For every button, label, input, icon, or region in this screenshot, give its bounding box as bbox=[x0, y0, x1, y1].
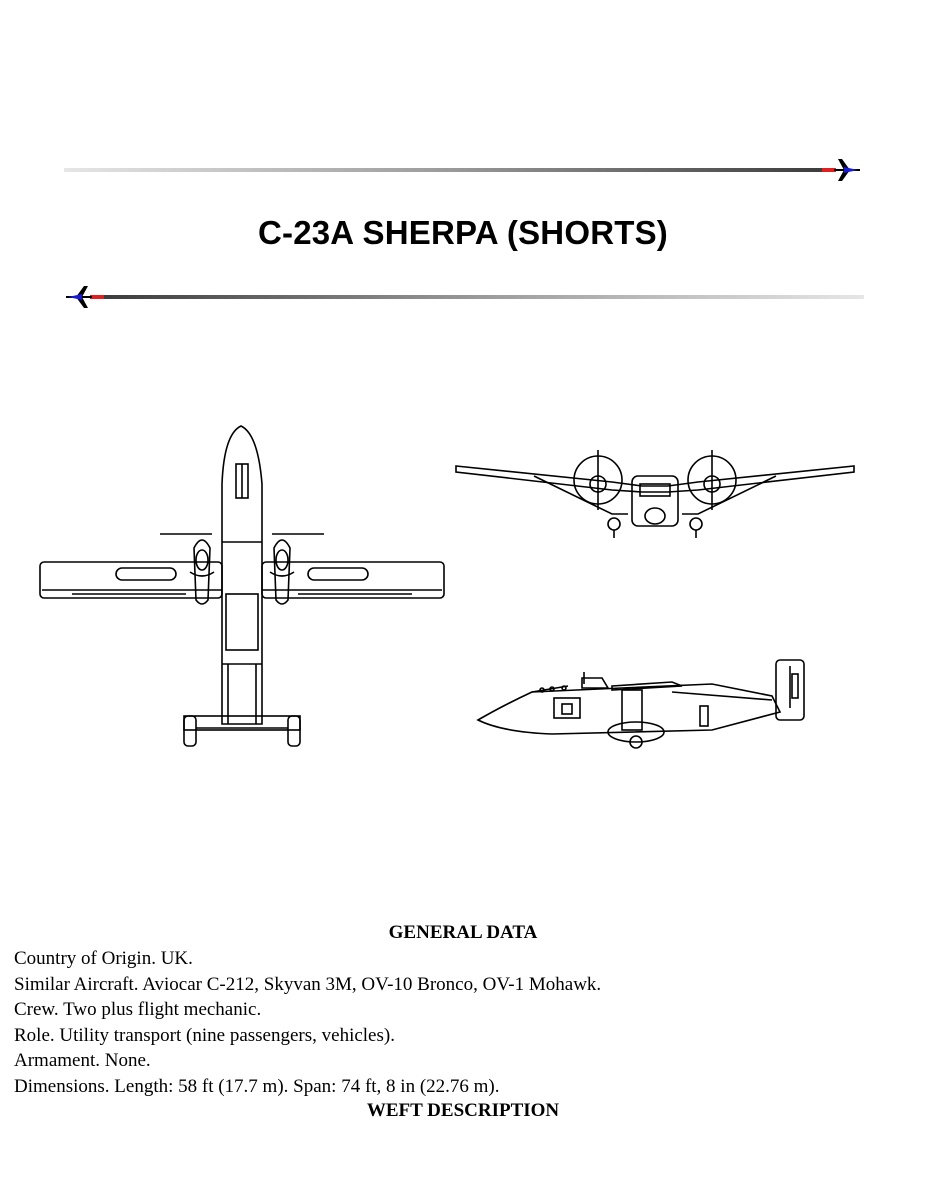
country-of-origin-line: Country of Origin. UK. bbox=[14, 948, 193, 969]
aircraft-top-view-drawing bbox=[36, 424, 448, 752]
armament-line: Armament. None. bbox=[14, 1050, 151, 1071]
dimensions-line: Dimensions. Length: 58 ft (17.7 m). Span: 74 ft, 8 in (22.76 m). bbox=[14, 1075, 500, 1097]
general-data-heading: GENERAL DATA bbox=[388, 922, 538, 943]
weft-description-heading: WEFT DESCRIPTION bbox=[366, 1100, 560, 1121]
general-data-list bbox=[14, 946, 601, 1099]
crew-line: Crew. Two plus flight mechanic. bbox=[14, 999, 262, 1020]
aircraft-front-view-drawing bbox=[452, 446, 858, 546]
bottom-decorative-rule bbox=[64, 292, 864, 302]
similar-aircraft-line: Similar Aircraft. Aviocar C-212, Skyvan 3M, OV-10 Bronco, OV-1 Mohawk. bbox=[14, 973, 602, 995]
role-line: Role. Utility transport (nine passengers, vehicles). bbox=[14, 1024, 395, 1046]
page-title: C-23A SHERPA (SHORTS) bbox=[257, 214, 668, 251]
jet-icon bbox=[822, 157, 862, 183]
top-decorative-rule bbox=[64, 165, 864, 175]
aircraft-side-view-drawing bbox=[472, 656, 812, 752]
jet-icon bbox=[64, 284, 104, 310]
